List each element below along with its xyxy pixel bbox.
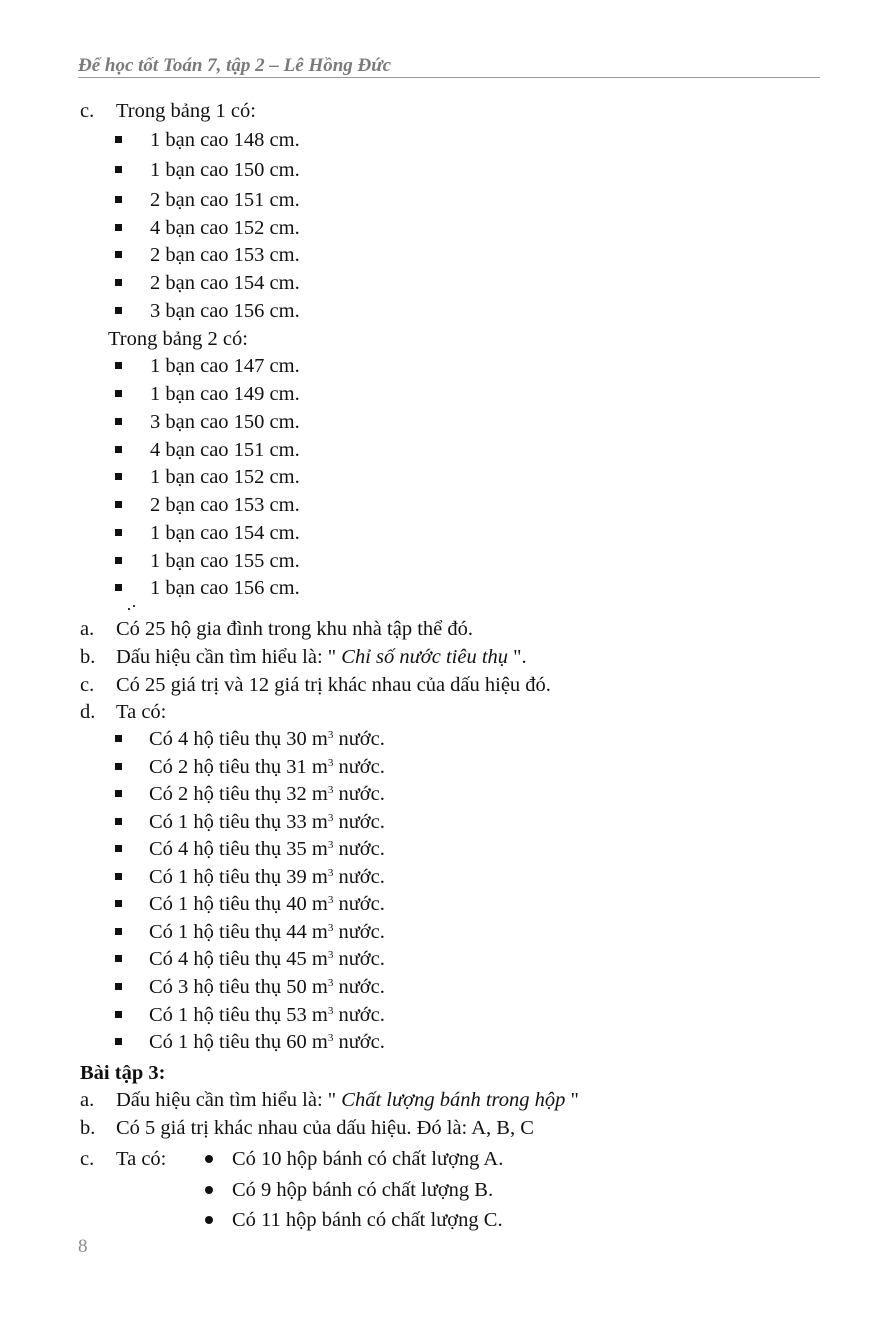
square-bullet-icon	[115, 501, 122, 508]
square-bullet-icon	[115, 307, 122, 314]
list-item: 1 bạn cao 147 cm.	[150, 355, 300, 377]
table2-intro: Trong bảng 2 có:	[108, 328, 248, 350]
square-bullet-icon	[115, 196, 122, 203]
list-item	[149, 727, 385, 751]
ex3-a-prefix: Dấu hiệu cần tìm hiểu là: "	[116, 1089, 342, 1111]
list-item-suffix: nước.	[333, 1004, 385, 1026]
unit-superscript: 3	[327, 839, 334, 851]
ex3-a-italic: Chất lượng bánh trong hộp	[341, 1089, 566, 1111]
list-item: 2 bạn cao 153 cm.	[150, 244, 300, 266]
list-item-suffix: nước.	[333, 866, 385, 888]
item-marker-b: b.	[80, 646, 96, 668]
list-item	[149, 920, 385, 944]
unit-superscript: 3	[327, 757, 334, 769]
list-item	[149, 1003, 385, 1027]
square-bullet-icon	[115, 446, 122, 453]
list-item-text: Có 4 hộ tiêu thụ 30 m	[149, 728, 328, 750]
list-item: 1 bạn cao 150 cm.	[150, 159, 300, 181]
stray-marks	[124, 605, 138, 611]
round-bullet-icon	[205, 1155, 213, 1163]
square-bullet-icon	[115, 928, 122, 935]
list-item: Có 11 hộp bánh có chất lượng C.	[232, 1209, 503, 1231]
table1-intro: Trong bảng 1 có:	[116, 100, 256, 122]
square-bullet-icon	[115, 136, 122, 143]
list-item	[149, 810, 385, 834]
list-item-suffix: nước.	[333, 811, 385, 833]
square-bullet-icon	[115, 584, 122, 591]
item-marker-c2: c.	[80, 674, 95, 696]
list-item: Có 10 hộp bánh có chất lượng A.	[232, 1148, 504, 1170]
square-bullet-icon	[115, 1038, 122, 1045]
square-bullet-icon	[115, 735, 122, 742]
unit-superscript: 3	[327, 867, 334, 879]
list-item-suffix: nước.	[333, 1031, 385, 1053]
list-item: 4 bạn cao 151 cm.	[150, 439, 300, 461]
list-item: 1 bạn cao 154 cm.	[150, 522, 300, 544]
item-marker-a: a.	[80, 618, 95, 640]
ex2-c-text: Có 25 giá trị và 12 giá trị khác nhau của dấu hiệu đó.	[116, 674, 551, 696]
square-bullet-icon	[115, 845, 122, 852]
list-item: 3 bạn cao 156 cm.	[150, 300, 300, 322]
list-item-text: Có 4 hộ tiêu thụ 35 m	[149, 838, 328, 860]
square-bullet-icon	[115, 362, 122, 369]
unit-superscript: 3	[327, 922, 334, 934]
list-item	[149, 947, 385, 971]
list-item-text: Có 4 hộ tiêu thụ 45 m	[149, 948, 328, 970]
list-item-text: Có 1 hộ tiêu thụ 53 m	[149, 1004, 328, 1026]
list-item-text: Có 1 hộ tiêu thụ 40 m	[149, 893, 328, 915]
running-header: Để học tốt Toán 7, tập 2 – Lê Hồng Đức	[78, 55, 392, 76]
ex3-marker-c: c.	[80, 1148, 95, 1170]
square-bullet-icon	[115, 818, 122, 825]
list-item-text: Có 1 hộ tiêu thụ 44 m	[149, 921, 328, 943]
list-item	[149, 1030, 385, 1054]
unit-superscript: 3	[327, 729, 334, 741]
list-item: 2 bạn cao 151 cm.	[150, 189, 300, 211]
ex2-a-text: Có 25 hộ gia đình trong khu nhà tập thể đó.	[116, 618, 473, 640]
square-bullet-icon	[115, 224, 122, 231]
list-item: 1 bạn cao 149 cm.	[150, 383, 300, 405]
list-item	[149, 755, 385, 779]
list-item-text: Có 2 hộ tiêu thụ 31 m	[149, 756, 328, 778]
round-bullet-icon	[205, 1216, 213, 1224]
ex3-marker-b: b.	[80, 1117, 96, 1139]
square-bullet-icon	[115, 790, 122, 797]
list-item-text: Có 2 hộ tiêu thụ 32 m	[149, 783, 328, 805]
round-bullet-icon	[205, 1186, 213, 1194]
square-bullet-icon	[115, 279, 122, 286]
list-item: 1 bạn cao 148 cm.	[150, 129, 300, 151]
square-bullet-icon	[115, 529, 122, 536]
list-item: 3 bạn cao 150 cm.	[150, 411, 300, 433]
list-item-suffix: nước.	[333, 921, 385, 943]
unit-superscript: 3	[327, 949, 334, 961]
ex3-a-suffix: "	[565, 1089, 579, 1111]
ex2-b-prefix: Dấu hiệu cần tìm hiểu là: "	[116, 646, 342, 668]
exercise3-title: Bài tập 3:	[80, 1062, 166, 1084]
square-bullet-icon	[115, 390, 122, 397]
list-item-text: Có 1 hộ tiêu thụ 39 m	[149, 866, 328, 888]
list-item	[149, 865, 385, 889]
list-item-suffix: nước.	[333, 893, 385, 915]
list-item	[149, 782, 385, 806]
ex3-marker-a: a.	[80, 1089, 95, 1111]
list-item: 1 bạn cao 152 cm.	[150, 466, 300, 488]
square-bullet-icon	[115, 763, 122, 770]
square-bullet-icon	[115, 557, 122, 564]
square-bullet-icon	[115, 900, 122, 907]
ex3-c-text: Ta có:	[116, 1148, 167, 1170]
list-item	[149, 837, 385, 861]
list-item-text: Có 1 hộ tiêu thụ 33 m	[149, 811, 328, 833]
square-bullet-icon	[115, 418, 122, 425]
ex2-b-suffix: ".	[508, 646, 527, 668]
square-bullet-icon	[115, 473, 122, 480]
item-marker-d: d.	[80, 701, 96, 723]
list-item-text: Có 1 hộ tiêu thụ 60 m	[149, 1031, 328, 1053]
square-bullet-icon	[115, 166, 122, 173]
list-item-suffix: nước.	[333, 976, 385, 998]
unit-superscript: 3	[327, 812, 334, 824]
list-item-suffix: nước.	[333, 838, 385, 860]
unit-superscript: 3	[327, 894, 334, 906]
list-item: 1 bạn cao 155 cm.	[150, 550, 300, 572]
list-item: 2 bạn cao 154 cm.	[150, 272, 300, 294]
square-bullet-icon	[115, 1011, 122, 1018]
ex2-d-text: Ta có:	[116, 701, 167, 723]
list-item: Có 9 hộp bánh có chất lượng B.	[232, 1179, 494, 1201]
square-bullet-icon	[115, 873, 122, 880]
unit-superscript: 3	[327, 784, 334, 796]
list-item	[149, 975, 385, 999]
unit-superscript: 3	[327, 1032, 334, 1044]
ex2-b-italic: Chỉ số nước tiêu thụ	[341, 646, 509, 668]
list-item-text: Có 3 hộ tiêu thụ 50 m	[149, 976, 328, 998]
square-bullet-icon	[115, 251, 122, 258]
ex3-b-text: Có 5 giá trị khác nhau của dấu hiệu. Đó là: A, B, C	[116, 1117, 534, 1139]
square-bullet-icon	[115, 983, 122, 990]
list-item	[149, 892, 385, 916]
list-item: 4 bạn cao 152 cm.	[150, 217, 300, 239]
page-number: 8	[78, 1236, 88, 1257]
unit-superscript: 3	[327, 977, 334, 989]
list-item: 1 bạn cao 156 cm.	[150, 577, 300, 599]
square-bullet-icon	[115, 955, 122, 962]
list-item: 2 bạn cao 153 cm.	[150, 494, 300, 516]
item-marker-c: c.	[80, 100, 95, 122]
header-rule	[78, 77, 820, 78]
list-item-suffix: nước.	[333, 783, 385, 805]
ex2-b-text	[116, 645, 527, 669]
ex3-a-text	[116, 1088, 579, 1112]
list-item-suffix: nước.	[333, 756, 385, 778]
list-item-suffix: nước.	[333, 948, 385, 970]
unit-superscript: 3	[327, 1005, 334, 1017]
list-item-suffix: nước.	[333, 728, 385, 750]
